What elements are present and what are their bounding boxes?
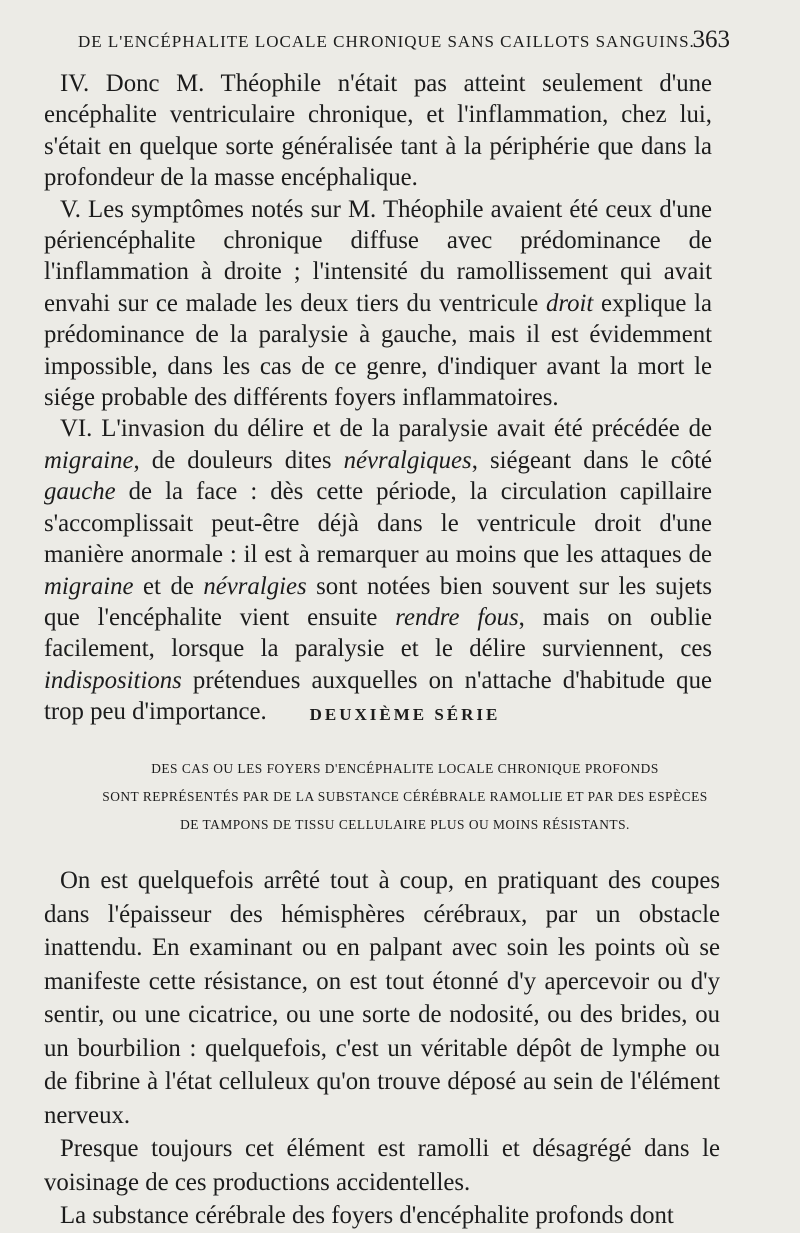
main-text-upper <box>44 68 712 728</box>
paragraph-section-iv: IV. Donc M. Théophile n'était pas atteint seulement d'une encéphalite ventriculaire chronique, et l'inflammation, chez lui, s'était en quelque sorte généralisée tant à la périphérie que dans la profondeur de la masse encéphalique. <box>44 70 712 192</box>
emphasis-text: névralgies <box>203 572 307 600</box>
emphasis-text: migraine <box>44 572 134 600</box>
emphasis-text: indispositions <box>44 666 182 694</box>
emphasis-text: rendre fous <box>395 603 519 631</box>
main-text-lower <box>44 864 720 1233</box>
subtitle-line: DE TAMPONS DE TISSU CELLULAIRE PLUS OU MOINS RÉSISTANTS. <box>180 817 630 832</box>
emphasis-text: gauche <box>44 478 116 506</box>
page-number: 363 <box>692 26 730 53</box>
running-title: DE L'ENCÉPHALITE LOCALE CHRONIQUE SANS CAILLOTS SANGUINS. <box>78 32 695 51</box>
emphasis-text: droit <box>545 289 594 317</box>
paragraph: On est quelquefois arrêté tout à coup, en pratiquant des coupes dans l'épaisseur des hémisphères cérébraux, par un obstacle inattendu. En examinant ou en palpant avec soin les points où se manifeste cette résistance, on est tout étonné d'y apercevoir ou d'y sentir, ou une cicatrice, ou une sorte de nodosité, ou des brides, ou un bourbilion : quelquefois, c'est un véritable dépôt de lymphe ou de fibrine à l'état celluleux qu'on trouve déposé au sein de l'élément nerveux. <box>44 867 720 1129</box>
subtitle-line: DES CAS OU LES FOYERS D'ENCÉPHALITE LOCALE CHRONIQUE PROFONDS <box>151 761 659 776</box>
subtitle-line: SONT REPRÉSENTÉS PAR DE LA SUBSTANCE CÉRÉBRALE RAMOLLIE ET PAR DES ESPÈCES <box>102 789 708 804</box>
running-header <box>70 26 730 60</box>
section-heading-block <box>90 705 720 839</box>
paragraph: Presque toujours cet élément est ramolli et désagrégé dans le voisinage de ces productions accidentelles. <box>44 1135 720 1196</box>
paragraph: La substance cérébrale des foyers d'encéphalite profonds dont <box>60 1202 674 1229</box>
paragraph-section-v: V. Les symptômes notés sur M. Théophile avaient été ceux d'une périencéphalite chronique diffuse avec prédominance de l'inflammation à droite ; l'intensité du ramollissement qui avait envahi sur ce malade les deux tiers du ventricule droit explique la prédominance de la paralysie à gauche, mais il est évidemment impossible, dans les cas de ce genre, d'indiquer avant la mort le siége probable des différents foyers inflammatoires. <box>44 195 712 412</box>
series-title: DEUXIÈME SÉRIE <box>309 705 501 724</box>
emphasis-text: migraine <box>44 446 134 474</box>
series-subtitle <box>90 755 720 839</box>
paragraph-section-vi: VI. L'invasion du délire et de la paralysie avait été précédée de migraine, de douleurs dites névralgiques, siégeant dans le côté gauche de la face : dès cette période, la circulation capillaire s'accomplissait peut-être déjà dans le ventricule droit d'une manière anormale : il est à remarquer au moins que les attaques de migraine et de névralgies sont notées bien souvent sur les sujets que l'encéphalite vient ensuite rendre fous, mais on oublie facilement, lorsque la paralysie et le délire surviennent, ces indispositions prétendues auxquelles on n'attache d'habitude que trop peu d'importance. <box>44 415 713 726</box>
emphasis-text: névralgiques <box>343 446 472 474</box>
